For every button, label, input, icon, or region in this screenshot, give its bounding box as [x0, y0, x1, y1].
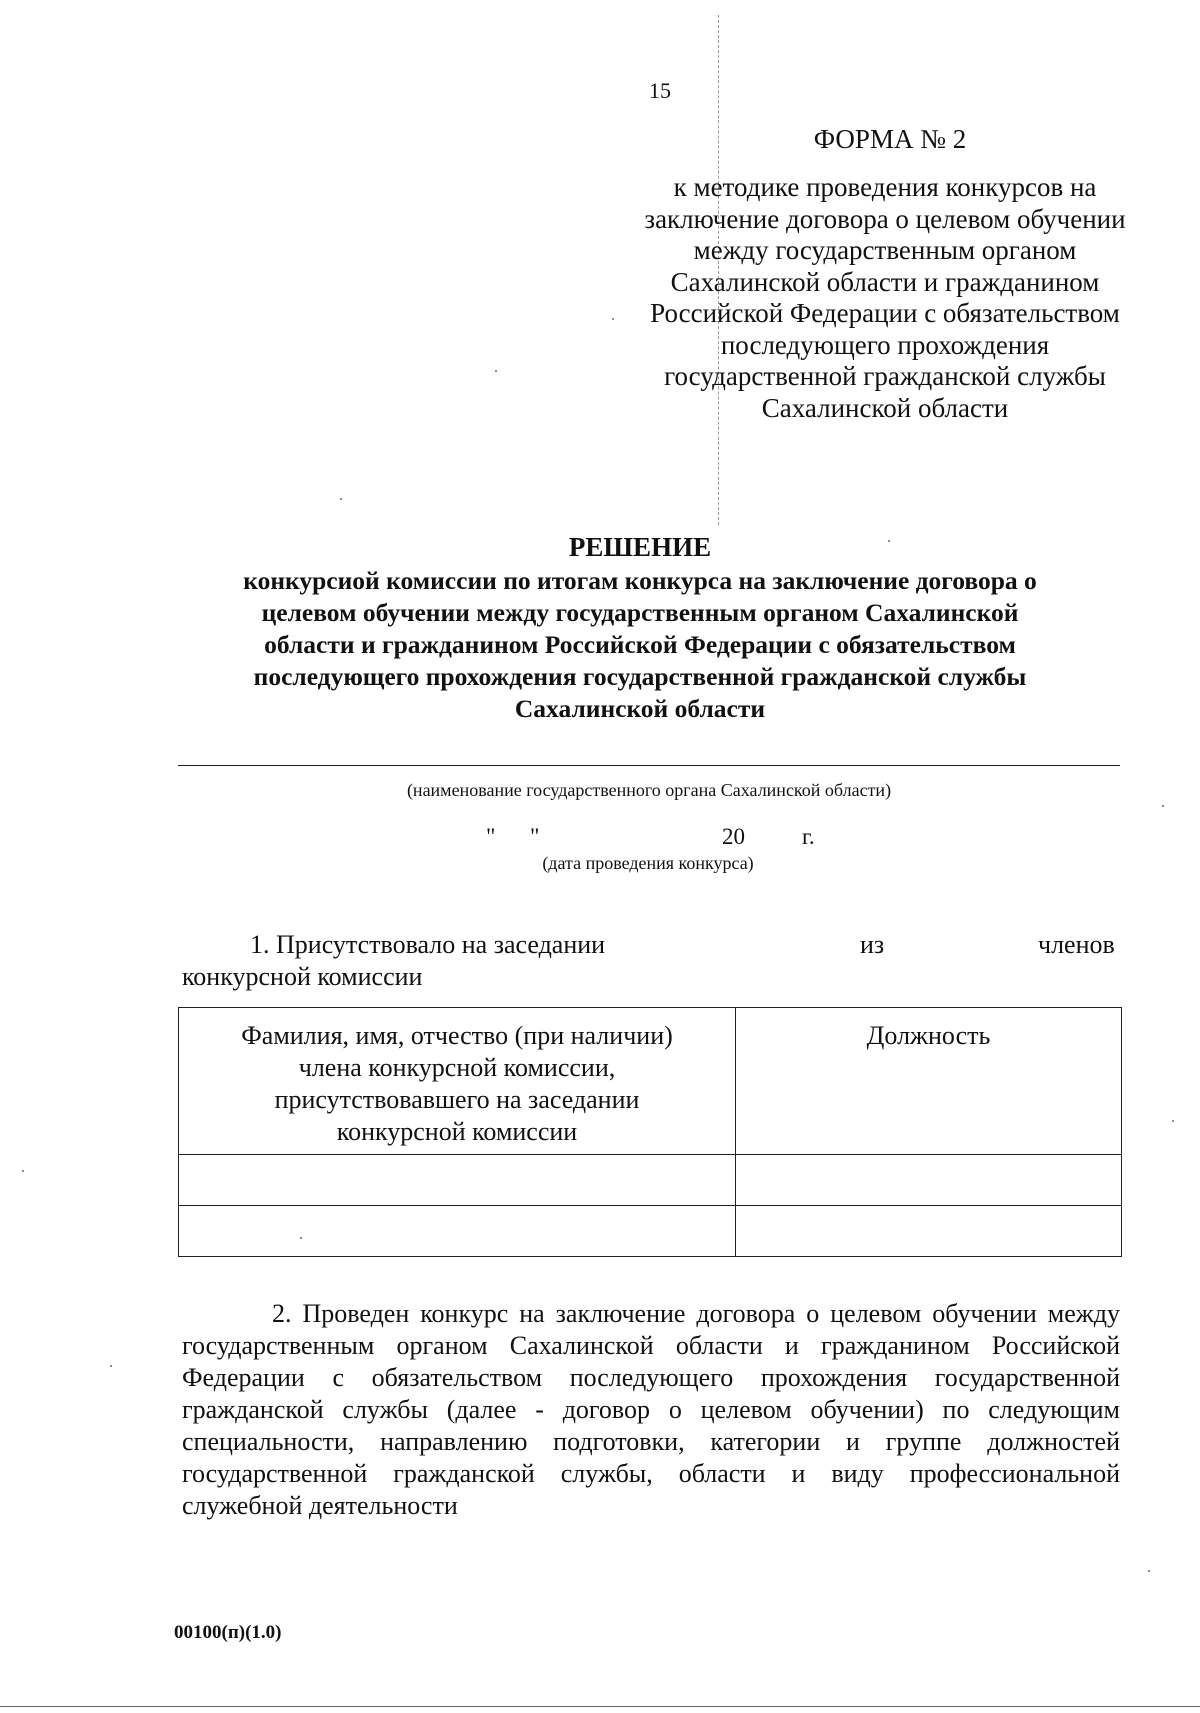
header-member-name: [179, 1008, 736, 1155]
scan-speck: [1148, 1570, 1150, 1572]
table-row: [179, 1206, 1122, 1257]
members-table: [178, 1007, 1122, 1257]
decision-subtitle-line: конкурсиой комиссии по итогам конкурса на заключение договора о: [243, 566, 1037, 595]
approval-block: [630, 172, 1140, 424]
attendance-line2: конкурсной комиссии: [182, 962, 423, 991]
scan-speck: [1162, 805, 1164, 807]
header-text-line: Должность: [866, 1021, 991, 1050]
member-position-cell[interactable]: [736, 1206, 1122, 1257]
table-header-row: [179, 1008, 1122, 1155]
member-position-cell[interactable]: [736, 1155, 1122, 1206]
decision-subtitle: [170, 565, 1110, 725]
header-text-line: присутствовавшего на заседании: [274, 1085, 640, 1114]
scan-speck: [22, 1170, 24, 1172]
approval-line: заключение договора о целевом обучении: [644, 203, 1126, 234]
attendance-from: из: [860, 930, 885, 959]
approval-line: Российской Федерации с обязательством: [650, 298, 1120, 328]
date-year-suffix: г.: [802, 824, 815, 849]
header-text-line: Фамилия, имя, отчество (при наличии): [241, 1021, 673, 1050]
page-number: 15: [649, 78, 671, 103]
form-label: ФОРМА № 2: [813, 124, 967, 154]
header-text-line: конкурсной комиссии: [336, 1117, 578, 1146]
decision-subtitle-line: области и гражданином Российской Федерации с обязательством: [264, 630, 1016, 659]
header-text-line: члена конкурсной комиссии,: [298, 1053, 616, 1082]
scan-speck: [340, 498, 342, 500]
scan-speck: [110, 1365, 112, 1367]
org-name-field[interactable]: [178, 765, 1120, 766]
member-name-cell[interactable]: [179, 1155, 736, 1206]
date-close-quote: ": [530, 824, 540, 849]
approval-line: между государственным органом: [693, 235, 1077, 265]
approval-line: к методике проведения конкурсов на: [673, 172, 1097, 202]
document-code: 00100(п)(1.0): [174, 1622, 282, 1643]
date-row: [478, 822, 838, 850]
attendance-members: членов: [1038, 930, 1115, 959]
scan-speck: [495, 370, 497, 372]
scan-speck: [612, 318, 614, 320]
scan-bottom-edge: [0, 1706, 1200, 1707]
header-position: [736, 1008, 1122, 1155]
competition-paragraph-text: 2. Проведен конкурс на заключение договора о целевом обучении между государственным органом Сахалинской области и гражданином Российской Федерации с обязательством последующего прохождения государственной гражданской службы (далее - договор о целевом обучении) по следующим специальности, направлению подготовки, категории и группе должностей государственной гражданской службы, области и виду профессиональной служебной деятельности: [182, 1299, 1120, 1520]
approval-line: Сахалинской области и гражданином: [670, 266, 1100, 297]
decision-subtitle-line: целевом обучении между государственным органом Сахалинской: [261, 598, 1019, 627]
competition-paragraph: [182, 1298, 1120, 1522]
table-row: [179, 1155, 1122, 1206]
org-name-caption: (наименование государственного органа Сахалинской области): [406, 780, 892, 800]
date-caption: (дата проведения конкурса): [542, 853, 754, 873]
decision-title: РЕШЕНИЕ: [568, 532, 712, 562]
date-year-prefix: 20: [722, 824, 745, 849]
decision-subtitle-line: Сахалинской области: [514, 694, 766, 723]
approval-line: последующего прохождения: [720, 329, 1050, 360]
approval-line: государственной гражданской службы: [664, 361, 1106, 391]
member-name-cell[interactable]: [179, 1206, 736, 1257]
scan-speck: [1172, 1120, 1174, 1122]
approval-line: Сахалинской области: [761, 392, 1009, 423]
date-open-quote: ": [486, 824, 496, 849]
attendance-lead: 1. Присутствовало на заседании: [250, 930, 606, 959]
attendance-line: [182, 928, 1120, 960]
decision-subtitle-line: последующего прохождения государственной гражданской службы: [253, 662, 1027, 691]
